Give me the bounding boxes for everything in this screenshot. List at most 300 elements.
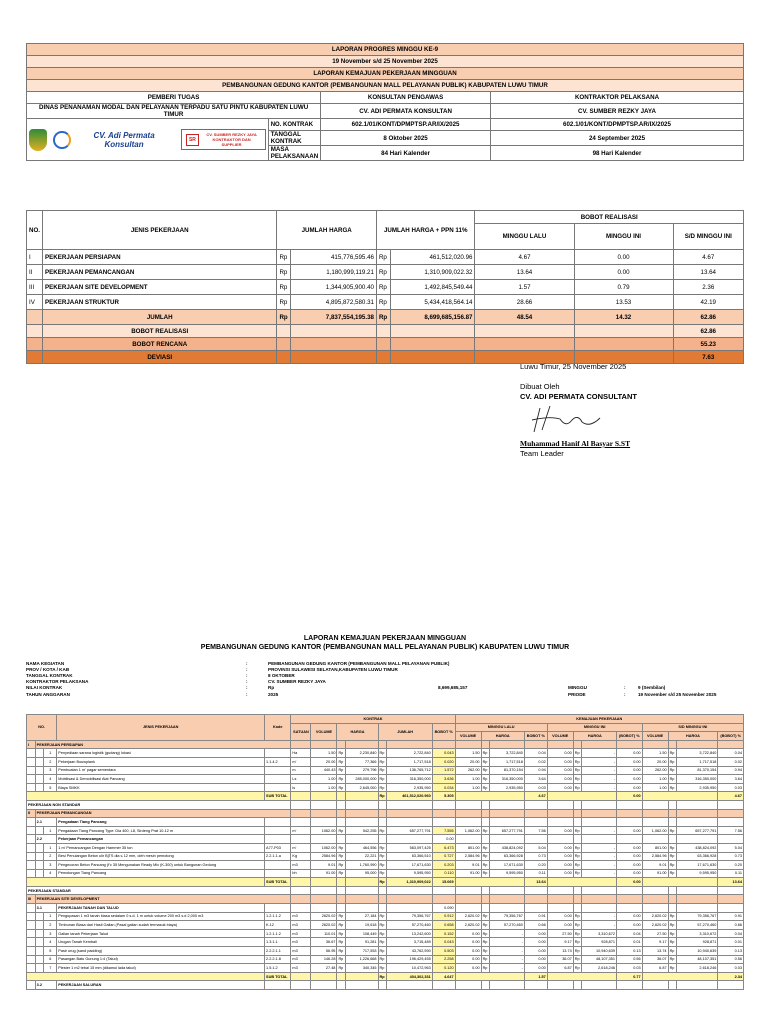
rp-label: Rp [668,757,677,766]
empty-cell [718,740,744,749]
empty-cell [378,818,387,827]
empty-cell [346,878,378,887]
rp-label: Rp [378,749,387,758]
todate-weight: 0.03 [718,783,744,792]
empty-cell [27,912,36,921]
item-code: 1.3.1.1 [265,938,291,947]
this-volume: 13.74 [547,947,573,956]
empty-cell [35,921,44,930]
empty-cell [547,972,616,981]
table-row [27,818,744,827]
subtotal-amount: 1,310,909,022 [387,878,432,887]
empty-cell [27,749,36,758]
rp-label: Rp [378,929,387,938]
rp-label: Rp [337,749,346,758]
item-name: Biaya SMKK [57,783,265,792]
this-volume: 9.17 [547,938,573,947]
todate-volume: 2,584.96 [642,852,668,861]
empty-cell [346,904,378,913]
empty-cell [582,886,617,895]
rp-label: Rp [378,843,387,852]
empty-cell [387,740,432,749]
cv-adi-permata-logo: CV. Adi Permata Konsultan [53,131,175,149]
item-price: 2,645,000 [346,783,378,792]
empty-cell [337,809,346,818]
detail-col-progress: KEMAJUAN PEKERJAAN [455,715,743,724]
empty-cell [387,981,432,990]
rp-label: Rp [668,921,677,930]
todate-weight: 5.04 [718,843,744,852]
empty-cell [677,800,718,809]
todate-weight: 0.13 [718,947,744,956]
this-volume: 0.00 [547,861,573,870]
bobot-realisasi-value: 62.86 [673,325,743,338]
item-unit: Ha [291,749,311,758]
last-weight: 0.02 [524,757,547,766]
item-code [265,749,291,758]
this-weight: 0.00 [616,843,642,852]
empty-cell [455,800,481,809]
empty-cell [642,981,668,990]
empty-cell [432,809,455,818]
item-name: 1 m' Pemancangan Dengan Hammer 35 ton [57,843,265,852]
group-weight: 0.090 [432,904,455,913]
empty-cell [337,878,346,887]
last-price: 79,356,767 [490,912,525,921]
empty-cell [455,792,524,801]
empty-cell [524,886,547,895]
rp-label: Rp [337,947,346,956]
section-no: I [27,740,36,749]
item-amount: 3,715,489 [387,938,432,947]
empty-cell [718,800,744,809]
empty-cell [291,792,311,801]
empty-cell [337,835,346,844]
item-volume: 20.00 [311,757,337,766]
info-key: KONTRAKTOR PELAKSANA [26,679,89,685]
this-weight: 0.00 [616,775,642,784]
info-key: TAHUN ANGGARAN [26,691,70,697]
this-price: 48,107,351 [582,955,617,964]
item-name: Pembuatan 1 m' pagar sementara [57,766,265,775]
recap-job-name: PEKERJAAN PERSIAPAN [43,250,277,265]
item-unit: m3 [291,947,311,956]
empty-cell [265,818,291,827]
item-amount: 10,472,963 [387,964,432,973]
empty-cell [616,904,642,913]
todate-weight: 0.01 [718,938,744,947]
empty-cell [346,981,378,990]
detail-col-to-date: S/D MINGGU INI [642,723,743,732]
last-weight: 5.04 [524,843,547,852]
detail-title [150,634,620,652]
rp-label: Rp [376,280,390,295]
rp-label: Rp [277,280,291,295]
this-weight: 0.00 [616,826,642,835]
item-name: Mobilisasi & Demobilisasi Alat Pancang [57,775,265,784]
empty-cell [573,895,582,904]
this-price: 3,310,672 [582,929,617,938]
contractor-name: CV. SUMBER REZKY JAYA [490,104,743,119]
rp-label: Rp [337,861,346,870]
empty-cell [346,800,378,809]
last-volume: 0.00 [455,938,481,947]
last-weight: 0.66 [524,921,547,930]
item-amount: 57,270,460 [387,921,432,930]
empty-cell [337,895,346,904]
last-volume: 2,620.02 [455,921,481,930]
empty-cell [378,835,387,844]
rp-label: Rp [337,938,346,947]
rp-label: Rp [573,757,582,766]
empty-cell [573,740,582,749]
this-price: - [582,843,617,852]
last-volume: 1.00 [455,783,481,792]
item-weight: 0.203 [432,861,455,870]
recap-total-last: 48.54 [475,310,574,325]
recap-price-ppn: 1,492,845,549.44 [390,280,475,295]
item-price: 340,345 [346,964,378,973]
empty-cell [378,981,387,990]
this-volume: 0.00 [547,749,573,758]
empty-cell [35,783,44,792]
group-title: PEKERJAAN SALURAN [57,981,265,990]
info-key: NILAI KONTRAK [26,685,63,691]
empty-cell [481,818,490,827]
this-weight: 0.04 [616,929,642,938]
rp-label: Rp [573,861,582,870]
last-price: - [490,929,525,938]
empty-cell [455,886,481,895]
item-no: 1 [44,826,57,835]
sign-made-by: Dibuat Oleh [520,382,560,391]
item-amount: 2,722,840 [387,749,432,758]
item-price: 1,760,990 [346,861,378,870]
last-volume: 262.00 [455,766,481,775]
empty-cell [668,809,677,818]
sumber-rezky-logo: SR CV. SUMBER REZKY JAYA KONTRAKTOR DAN SUPPLIER [181,129,266,150]
item-price: 19,618 [346,921,378,930]
table-row [27,792,744,801]
empty-cell [616,800,642,809]
todate-weight: 0.20 [718,861,744,870]
section-no: III [27,895,36,904]
todate-volume: 1,062.00 [642,826,668,835]
detail-sub-weight: (BOBOT) % [616,732,642,741]
recap-job-name: PEKERJAAN SITE DEVELOPMENT [43,280,277,295]
recap-col-bobot: BOBOT REALISASI [475,211,744,224]
rp-label: Rp [573,826,582,835]
rp-label: Rp [668,826,677,835]
last-price: 2,935,950 [490,783,525,792]
detail-col-contract: KONTRAK [291,715,455,724]
subtotal-last: 13.64 [524,878,547,887]
recap-table [26,210,744,364]
empty-cell [311,972,337,981]
todate-weight: 0.94 [718,766,744,775]
todate-weight: 0.11 [718,869,744,878]
deviasi-label: DEVIASI [43,351,277,364]
empty-cell [718,835,744,844]
item-weight: 0.043 [432,749,455,758]
empty-cell [524,895,547,904]
empty-cell [490,740,525,749]
last-volume: 20.00 [455,757,481,766]
rp-label: Rp [378,921,387,930]
todate-volume: 801.00 [642,843,668,852]
empty-cell [547,740,573,749]
todate-weight: 0.73 [718,852,744,861]
recap-col-last-week: MINGGU LALU [475,224,574,250]
table-row [27,895,744,904]
empty-cell [547,895,573,904]
this-weight: 0.00 [616,869,642,878]
table-row [27,749,744,758]
rp-label: Rp [668,938,677,947]
item-unit: m3 [291,921,311,930]
last-weight: 3.64 [524,775,547,784]
empty-cell [337,886,346,895]
rp-label: Rp [337,921,346,930]
empty-cell [455,904,481,913]
empty-cell [311,800,337,809]
item-weight: 0.727 [432,852,455,861]
contractor-contract-no: 602.1/01/KONT/DPMPTSP.AR/IX/2025 [490,119,743,131]
recap-job-name: PEKERJAAN PEMANCANGAN [43,265,277,280]
item-name: Pemotongan Tiang Pancang [57,869,265,878]
empty-cell [524,809,547,818]
empty-cell [35,775,44,784]
recap-row [27,265,744,280]
empty-cell [677,818,718,827]
empty-cell [337,818,346,827]
handwritten-signature-icon [520,402,610,436]
empty-cell [27,792,265,801]
item-volume: 1.00 [311,775,337,784]
empty-cell [481,740,490,749]
item-price: 95,000 [346,869,378,878]
period-value: 19 November s/d 25 November 2025 [638,691,717,697]
item-code: 1.1.4.2 [265,757,291,766]
todate-weight: 3.64 [718,775,744,784]
table-row [27,886,744,895]
rp-label: Rp [573,947,582,956]
item-name: Pengadaan Tiang Pancang Type: Dia 400, L8, Sirdeng Prat 10-12 m [57,826,265,835]
rp-label: Rp [277,295,291,310]
rp-label: Rp [668,912,677,921]
rp-label: Rp [481,783,490,792]
item-volume: 110.01 [311,929,337,938]
rp-label: Rp [378,955,387,964]
last-volume: 1.00 [455,775,481,784]
empty-cell [265,904,291,913]
empty-cell [524,981,547,990]
empty-cell [524,818,547,827]
rp-label: Rp [668,955,677,964]
table-row [27,757,744,766]
last-price: 3,722,840 [490,749,525,758]
rp-label: Rp [337,843,346,852]
table-row [27,800,744,809]
rp-label: Rp [376,250,390,265]
section-title: PEKERJAAN PERSIAPAN [35,740,291,749]
item-amount: 563,097,425 [387,843,432,852]
item-no: 5 [44,783,57,792]
todate-price: 1,717,518 [677,757,718,766]
recap-col-total: JUMLAH HARGA [277,211,377,250]
rp-label: Rp [481,938,490,947]
detail-col-job: JENIS PEKERJAAN [57,715,265,741]
group-no: 3.1 [35,904,57,913]
empty-cell [378,904,387,913]
empty-cell [455,972,524,981]
recap-no: II [27,265,43,280]
item-no: 7 [44,964,57,973]
this-price: - [582,749,617,758]
empty-cell [27,981,36,990]
item-code [265,826,291,835]
this-price: - [582,921,617,930]
bobot-rencana-label: BOBOT RENCANA [43,338,277,351]
item-name: Pengecoran Beton Pancang (f'c 35 Mengunakan Ready Mix (K-300) untuk Bangunan Gedung [57,861,265,870]
subtotal-todate: 2.34 [718,972,744,981]
item-name: Pasangan Batu Gunung 1:4 (Talud) [57,955,265,964]
empty-cell [490,981,525,990]
detail-title-line2: PEMBANGUNAN GEDUNG KANTOR (PEMBANGUNAN MALL PELAYANAN PUBLIK) KABUPATEN LUWU TIMUR [200,644,570,651]
this-weight: 0.00 [616,757,642,766]
recap-last-week: 28.66 [475,295,574,310]
item-price: 279,796 [346,766,378,775]
group-no: 2.2 [35,835,57,844]
detail-sub-price: HARGA [481,732,524,741]
this-volume: 27.50 [547,929,573,938]
empty-cell [455,818,481,827]
this-price: - [582,861,617,870]
item-unit: m3 [291,964,311,973]
category-label: PEKERJAAN NON STANDAR [27,800,291,809]
rp-label: Rp [668,929,677,938]
this-volume: 0.00 [547,869,573,878]
rp-label: Rp [378,826,387,835]
empty-cell [582,895,617,904]
empty-cell [291,904,311,913]
rp-label: Rp [378,947,387,956]
todate-weight: 0.02 [718,757,744,766]
todate-volume: 262.00 [642,766,668,775]
rp-label: Rp [378,964,387,973]
empty-cell [677,809,718,818]
empty-cell [490,835,525,844]
recap-price-ppn: 1,310,909,022.32 [390,265,475,280]
last-price: - [490,947,525,956]
this-weight: 0.00 [616,852,642,861]
empty-cell [337,904,346,913]
this-volume: 36.07 [547,955,573,964]
recap-price: 1,344,905,900.40 [291,280,377,295]
empty-cell [616,981,642,990]
empty-cell [27,929,36,938]
info-value: CV. SUMBER REZKY JAYA [268,679,326,685]
this-weight: 0.00 [616,749,642,758]
item-volume: 36.67 [311,938,337,947]
empty-cell [616,809,642,818]
table-row [27,740,744,749]
empty-cell [642,972,718,981]
rp-label: Rp [378,757,387,766]
item-price: 717,553 [346,947,378,956]
item-code: 2.2.2.1.8 [265,955,291,964]
item-amount: 79,356,767 [387,912,432,921]
rp-label: Rp [337,929,346,938]
recap-price: 415,776,595.46 [291,250,377,265]
empty-cell [668,835,677,844]
table-row [27,929,744,938]
table-row [27,835,744,844]
empty-cell [346,792,378,801]
recap-to-date: 4.67 [673,250,743,265]
rp-label: Rp [573,929,582,938]
rp-label: Rp [668,843,677,852]
item-no: 3 [44,766,57,775]
detail-col-volume: VOLUME [311,723,337,740]
empty-cell [718,895,744,904]
empty-cell [387,835,432,844]
recap-price-ppn: 5,434,418,564.14 [390,295,475,310]
todate-weight: 0.91 [718,912,744,921]
detail-col-no: NO. [27,715,57,741]
sumber-mark-icon: SR [186,134,200,146]
todate-weight: 0.04 [718,929,744,938]
rp-label: Rp [378,852,387,861]
empty-cell [573,818,582,827]
empty-cell [582,904,617,913]
item-weight: 0.503 [432,947,455,956]
item-code [265,766,291,775]
item-volume: 9.01 [311,861,337,870]
this-weight: 0.00 [616,783,642,792]
empty-cell [573,800,582,809]
item-code: K.12 [265,921,291,930]
this-price: 10,940,639 [582,947,617,956]
rp-label: Rp [378,792,387,801]
rp-label: Rp [481,912,490,921]
rp-label: Rp [668,861,677,870]
item-amount: 63,366,510 [387,852,432,861]
last-price: 9,595,950 [490,869,525,878]
group-title: Pengadaan Tiang Pancang [57,818,265,827]
rp-label: Rp [378,912,387,921]
recap-this-week: 0.79 [574,280,673,295]
recap-row [27,295,744,310]
empty-cell [35,912,44,921]
this-volume: 6.87 [547,964,573,973]
recap-col-to-date: S/D MINGGU INI [673,224,743,250]
empty-cell [718,981,744,990]
empty-cell [668,800,677,809]
item-no: 4 [44,869,57,878]
this-price: - [582,757,617,766]
item-no: 4 [44,938,57,947]
empty-cell [490,809,525,818]
rp-label: Rp [481,852,490,861]
week-value: 9 (Sembilan) [638,685,666,691]
this-weight: 0.01 [616,938,642,947]
item-amount: 316,350,000 [387,775,432,784]
this-price: - [582,912,617,921]
empty-cell [642,809,668,818]
item-price: 77,366 [346,757,378,766]
recap-col-this-week: MINGGU INI [574,224,673,250]
